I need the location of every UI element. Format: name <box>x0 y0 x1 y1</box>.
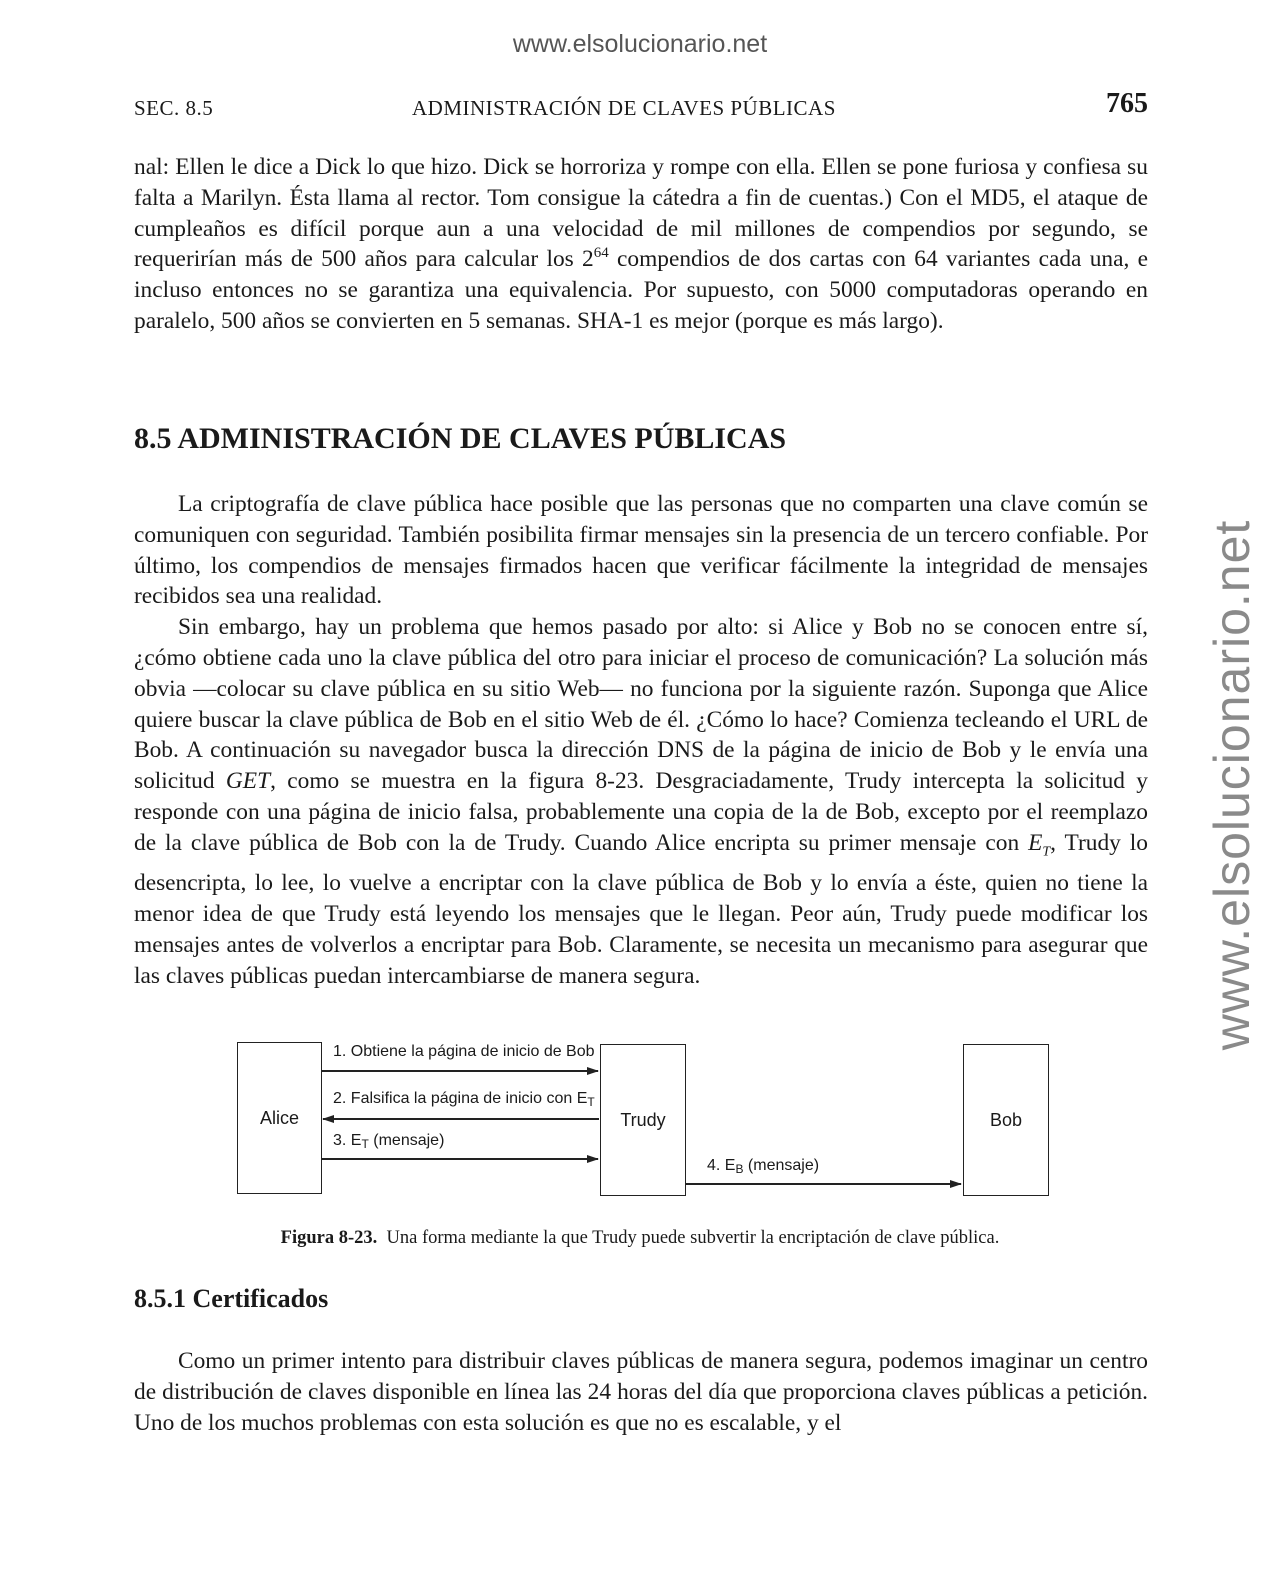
bob-label: Bob <box>989 1109 1023 1130</box>
paragraph-1: La criptografía de clave pública hace posible que las personas que no comparten una clave común se comuniquen con seguridad. También posibilita firmar mensajes sin la presencia de un tercero confiable. Por último, los compendios de mensajes firmados hacen que verificar fácilmente la integridad de mensajes recibidos sea una realidad. <box>134 491 1148 610</box>
running-title: ADMINISTRACIÓN DE CLAVES PÚBLICAS <box>412 96 836 120</box>
step-2-label <box>333 1090 595 1109</box>
caption-text: Una forma mediante la que Trudy puede subvertir la encriptación de clave pública. <box>386 1228 1000 1248</box>
figure-8-23 <box>230 1036 1060 1206</box>
step-3-label <box>333 1132 444 1151</box>
page-number: 765 <box>1106 88 1148 119</box>
step-3-subscript: T <box>361 1137 369 1151</box>
alice-label: Alice <box>259 1107 299 1128</box>
step-2-text: 2. Falsifica la página de inicio con E <box>333 1090 588 1107</box>
step-3-text: 3. E <box>333 1132 362 1149</box>
figure-caption <box>0 1228 1280 1249</box>
trudy-box <box>600 1044 686 1196</box>
et-letter: E <box>1028 829 1043 856</box>
section-reference: SEC. 8.5 <box>134 96 214 120</box>
trudy-label: Trudy <box>620 1109 666 1130</box>
caption-label: Figura 8-23. <box>280 1228 378 1248</box>
get-term: GET <box>225 768 271 795</box>
step-4-label <box>707 1157 819 1176</box>
intro-text-1: nal: Ellen le dice a Dick lo que hizo. Dick se horroriza y rompe con ella. Ellen se pone furiosa y confiesa su falta a Marilyn. Ésta llama al rector. Tom consigue la cátedra a fin de cuentas.) Con el MD5, el ataque de cumpleaños es difícil porque aun a una velocidad de mil millones de compendios por segundo, se requerirían más de 500 años para calcular los 2 <box>134 154 1148 273</box>
bob-box <box>963 1044 1049 1196</box>
alice-box <box>237 1042 322 1194</box>
step-4-subscript: B <box>735 1162 744 1176</box>
p2-text-1: Sin embargo, hay un problema que hemos pasado por alto: si Alice y Bob no se conocen entre sí, ¿cómo obtiene cada uno la clave pública del otro para iniciar el proceso de comunicación? La solución más obvia —colocar su clave pública en su sitio Web— no funciona por la siguiente razón. Suponga que Alice quiere buscar la clave pública de Bob en el sitio Web de él. ¿Cómo lo hace? Comienza tecleando el URL de Bob. A continuación su navegador busca la dirección DNS de la página de inicio de Bob y le envía una solicitud <box>134 614 1148 795</box>
exponent: 64 <box>593 245 609 262</box>
p2-text-3: , Trudy lo desencripta, lo lee, lo vuelve a encriptar con la clave pública de Bob y lo envía a éste, quien no tiene la menor idea de que Trudy está leyendo los mensajes que le llegan. Peor aún, Trudy puede modificar los mensajes antes de volverlos a encriptar para Bob. Claramente, se necesita un mecanismo para asegurar que las claves públicas puedan intercambiarse de manera segura. <box>134 829 1148 989</box>
body-text <box>134 489 1148 991</box>
running-head <box>134 88 1148 128</box>
step-4-suffix: (mensaje) <box>743 1157 820 1174</box>
section-heading: 8.5 ADMINISTRACIÓN DE CLAVES PÚBLICAS <box>134 422 787 455</box>
watermark-top: www.elsolucionario.net <box>512 30 768 58</box>
p2-text-2: , como se muestra en la figura 8-23. Desgraciadamente, Trudy intercepta la solicitud y responde con una página de inicio falsa, probablemente una copia de la de Bob, excepto por el reemplazo de la clave pública de Bob con la de Trudy. Cuando Alice encripta su primer mensaje con <box>134 768 1148 856</box>
step-2-subscript: T <box>587 1095 595 1109</box>
step-1-label: 1. Obtiene la página de inicio de Bob <box>333 1043 595 1060</box>
paragraph-2 <box>134 612 1148 991</box>
intro-text-2: compendios de dos cartas con 64 variantes cada una, e incluso entonces no se garantiza una equivalencia. Por supuesto, con 5000 computadoras operando en paralelo, 500 años se convierten en 5 semanas. SHA-1 es mejor (porque es más largo). <box>134 246 1148 334</box>
paragraph-3: Como un primer intento para distribuir claves públicas de manera segura, podemos imaginar un centro de distribución de claves disponible en línea las 24 horas del día que proporciona claves públicas a petición. Uno de los muchos problemas con esta solución es que no es escalable, y el <box>134 1348 1148 1436</box>
subsection-heading: 8.5.1 Certificados <box>134 1284 329 1313</box>
step-3-suffix: (mensaje) <box>368 1132 445 1149</box>
intro-paragraph <box>134 152 1148 337</box>
et-subscript: T <box>1042 844 1051 860</box>
step-4-text: 4. E <box>707 1157 736 1174</box>
et-term <box>1028 829 1051 860</box>
certificates-text <box>134 1346 1148 1438</box>
watermark-side: www.elsolucionario.net <box>1204 519 1260 1051</box>
